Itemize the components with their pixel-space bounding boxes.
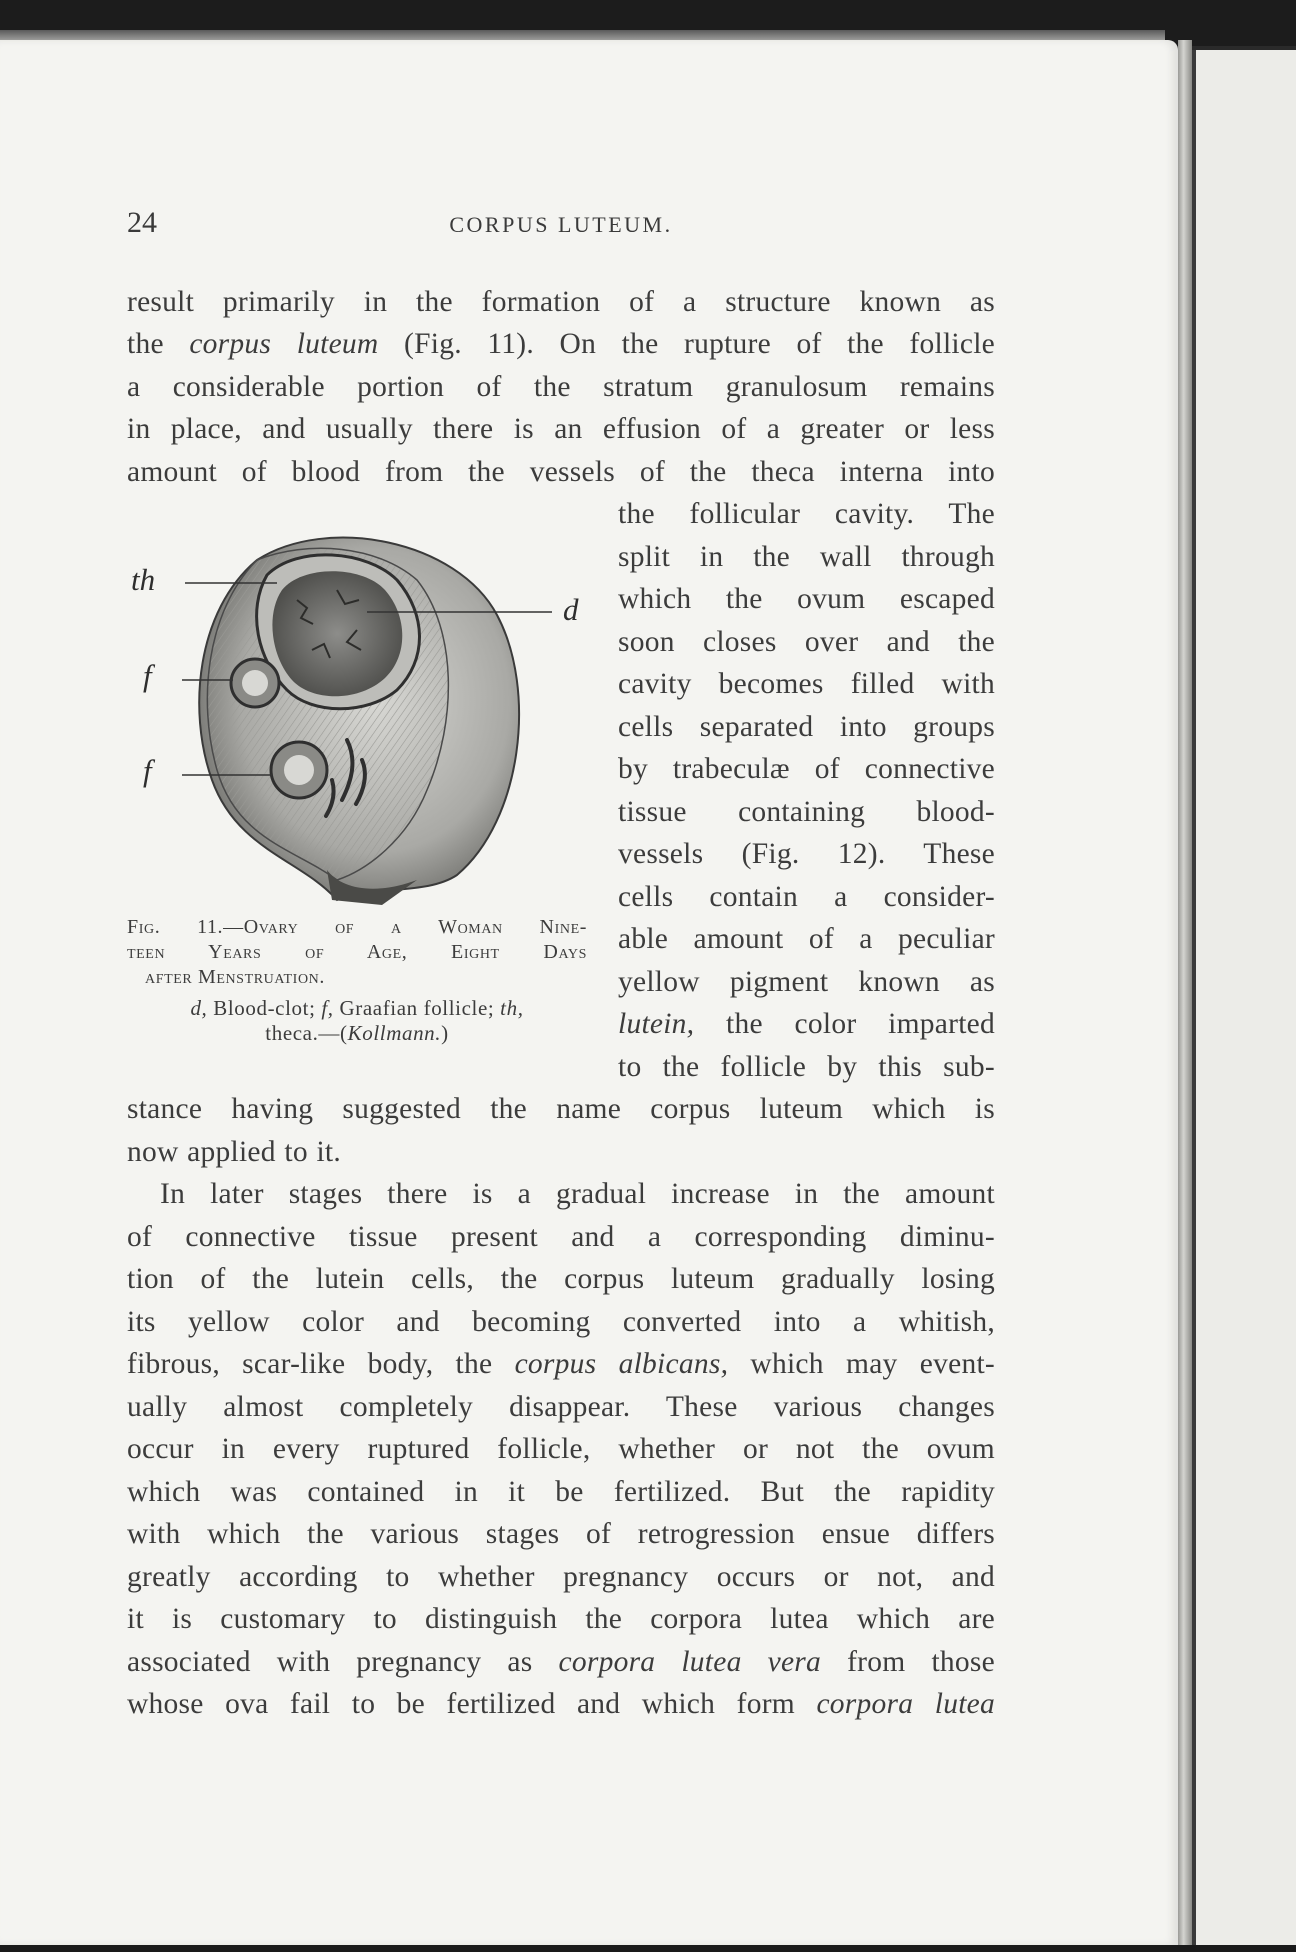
text-line: stance having suggested the name corpus luteum which is: [127, 1093, 995, 1125]
text-span: fibrous, scar-like body, the: [127, 1348, 515, 1380]
page-title: CORPUS LUTEUM.: [449, 212, 673, 237]
text-line: occur in every ruptured follicle, whether or not the ovum: [127, 1433, 995, 1465]
facing-page-shadow: [1192, 50, 1196, 1945]
running-head: [127, 206, 995, 246]
text-line: it is customary to distinguish the corpora lutea which are: [127, 1603, 995, 1635]
text-line: [127, 1343, 995, 1386]
legend-text: theca.—(: [265, 1021, 348, 1045]
text-line: the follicular cavity. The: [618, 498, 995, 530]
text-line: vessels (Fig. 12). These: [618, 838, 995, 870]
text-span: which may event-: [728, 1348, 995, 1380]
text-line: [127, 1683, 995, 1726]
text-line: in place, and usually there is an effusion of a greater or less: [127, 413, 995, 445]
figure-caption: [127, 915, 587, 1046]
text-line: [618, 1003, 995, 1046]
text-line: able amount of a peculiar: [618, 923, 995, 955]
legend-text: ): [441, 1021, 449, 1045]
text-span: the color imparted: [694, 1008, 995, 1040]
text-line: to the follicle by this sub-: [618, 1051, 995, 1083]
legend-text: Blood-clot;: [207, 996, 322, 1020]
legend-text: Graafian follicle;: [333, 996, 501, 1020]
text-line: yellow pigment known as: [618, 966, 995, 998]
text-line: of connective tissue present and a corresponding diminu-: [127, 1221, 995, 1253]
text-line: cavity becomes filled with: [618, 668, 995, 700]
page-number: 24: [127, 206, 157, 239]
text-span: associated with pregnancy as: [127, 1646, 559, 1678]
caption-legend: [127, 996, 587, 1046]
text-line: with which the various stages of retrogression ensue differs: [127, 1518, 995, 1550]
text-line: greatly according to whether pregnancy occurs or not, and: [127, 1561, 995, 1593]
text-line: tissue containing blood-: [618, 796, 995, 828]
text-line: [127, 323, 995, 366]
text-line: tion of the lutein cells, the corpus luteum gradually losing: [127, 1263, 995, 1295]
ovary-illustration: [127, 520, 597, 910]
text-span: the: [127, 328, 190, 360]
text-line: its yellow color and becoming converted into a whitish,: [127, 1306, 995, 1338]
text-line: a considerable portion of the stratum granulosum remains: [127, 371, 995, 403]
italic-term: corpora lutea: [816, 1688, 995, 1720]
text-line: cells contain a consider-: [618, 881, 995, 913]
italic-term: corpus luteum: [189, 328, 379, 360]
text-line: [127, 1641, 995, 1684]
scan-bottom-border: [0, 1945, 1296, 1952]
caption-line: Fig. 11.—Ovary of a Woman Nine-: [127, 916, 587, 938]
label-f: f: [143, 753, 152, 788]
legend-key: f,: [321, 996, 334, 1020]
text-line: ually almost completely disappear. These various changes: [127, 1391, 995, 1423]
text-line: which was contained in it be fertilized. But the rapidity: [127, 1476, 995, 1508]
legend-key: d,: [190, 996, 208, 1020]
caption-line: teen Years of Age, Eight Days: [127, 941, 587, 963]
text-span: from those: [821, 1646, 995, 1678]
italic-term: corpora lutea vera: [558, 1646, 822, 1678]
italic-term: corpus albicans,: [514, 1348, 729, 1380]
facing-page-edge: [1192, 50, 1296, 1945]
graafian-follicle-inner: [284, 755, 314, 785]
label-f: f: [143, 658, 152, 693]
text-line: amount of blood from the vessels of the theca interna into: [127, 456, 995, 488]
label-th: th: [131, 562, 156, 597]
label-d: d: [563, 592, 579, 627]
text-line: which the ovum escaped: [618, 583, 995, 615]
caption-line: after Menstruation.: [145, 966, 325, 988]
text-line: split in the wall through: [618, 541, 995, 573]
book-gutter: [1178, 40, 1192, 1945]
text-span: whose ova fail to be fertilized and which form: [127, 1688, 817, 1720]
text-line: result primarily in the formation of a structure known as: [127, 286, 995, 318]
text-span: (Fig. 11). On the rupture of the follicle: [378, 328, 995, 360]
text-line: by trabeculæ of connective: [618, 753, 995, 785]
legend-key: th,: [500, 996, 524, 1020]
legend-source: Kollmann.: [347, 1021, 442, 1045]
italic-term: lutein,: [618, 1008, 695, 1040]
graafian-follicle-inner: [242, 670, 268, 696]
text-line: In later stages there is a gradual increase in the amount: [160, 1178, 995, 1210]
text-line: cells separated into groups: [618, 711, 995, 743]
text-line: soon closes over and the: [618, 626, 995, 658]
